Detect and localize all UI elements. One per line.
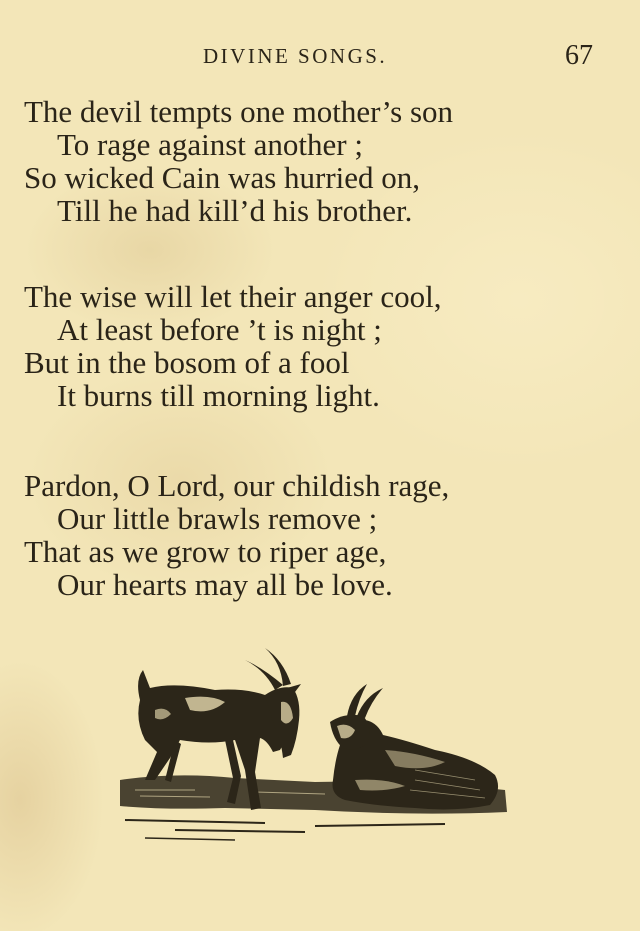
verse-line: Till he had kill’d his brother.: [57, 193, 413, 228]
stanza-2: [24, 280, 614, 412]
verse-line: Our little brawls remove ;: [57, 501, 378, 536]
verse-line: It burns till morning light.: [57, 378, 380, 413]
verse-line: The devil tempts one mother’s son: [24, 94, 454, 129]
verse-line: At least before ’t is night ;: [57, 312, 382, 347]
stanza-3: [24, 469, 614, 601]
verse-line: But in the bosom of a fool: [24, 345, 350, 380]
running-head: DIVINE SONGS.: [203, 44, 388, 68]
stanza-1: [24, 95, 614, 227]
verse-line: So wicked Cain was hurried on,: [24, 160, 421, 195]
goats-woodcut: [115, 640, 515, 850]
verse-line: That as we grow to riper age,: [24, 534, 387, 569]
goats-woodcut-image: [115, 640, 515, 850]
verse-line: The wise will let their anger cool,: [24, 279, 442, 314]
verse-line: Pardon, O Lord, our childish rage,: [24, 468, 450, 503]
page-header: [0, 40, 640, 74]
verse-line: To rage against another ;: [57, 127, 363, 162]
page-number: 67: [565, 40, 593, 71]
verse-line: Our hearts may all be love.: [57, 567, 393, 602]
